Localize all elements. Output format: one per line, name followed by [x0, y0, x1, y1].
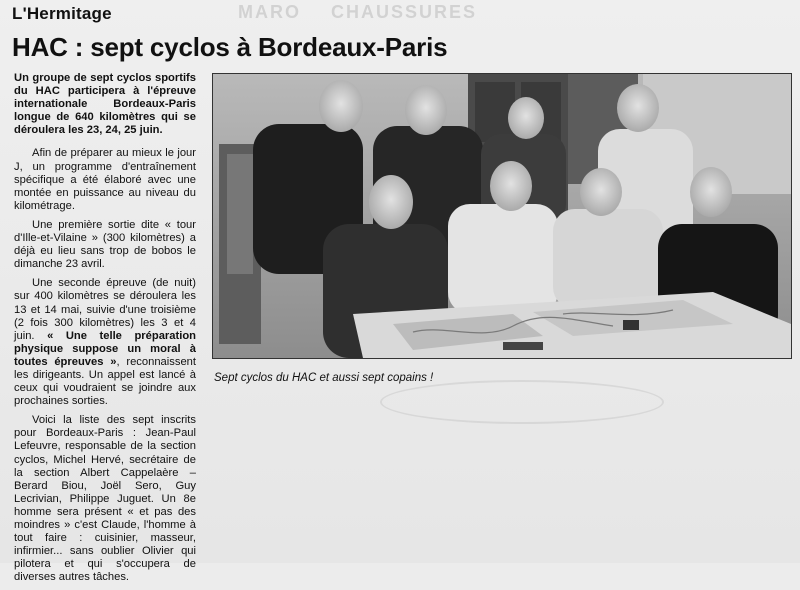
photo-illustration: [213, 74, 791, 358]
quote-tail: , reconnaissent les dirigeants. Un appel est lancé à ceux qui voudraient se joindre aux prochaines sorties.: [14, 355, 197, 408]
photo-caption: Sept cyclos du HAC et aussi sept copains !: [214, 372, 434, 384]
pull-quote: « Une telle préparation physique suppose un moral à toutes épreuves »: [14, 329, 196, 368]
paragraph-1: Afin de préparer au mieux le jour J, un programme d'entraînement spécifique a été élaboré avec une montée en puissance au niveau du kilométrage.: [14, 147, 196, 212]
section-label: L'Hermitage: [12, 4, 112, 23]
article-column: [14, 72, 196, 590]
show-through-text: MARO CHAUSSURES: [238, 2, 478, 22]
paragraph-2: Une première sortie dite « tour d'Ille-et-Vilaine » (300 kilomètres) a déjà eu lieu sans trop de bobos le dimanche 23 avril.: [14, 218, 196, 271]
lead-paragraph: Un groupe de sept cyclos sportifs du HAC participera à l'épreuve internationale Bordeaux-Paris longue de 640 kilomètres qui se déroulera les 23, 24, 25 juin.: [14, 72, 196, 137]
paragraph-4: Voici la liste des sept inscrits pour Bordeaux-Paris : Jean-Paul Lefeuvre, responsable de la section cyclos, Michel Hervé, secrétaire de la section Albert Cappelaère – Berard Biou, Joël Sero, Guy Lecrivian, Philippe Juguet. Un 8e homme sera présent « et pas des moindres » c'est Claude, l'homme à tout faire : cuisinier, masseur, infirmier... sans oublier Olivier qui pilotera et qui s'occupera de diverses autres tâches.: [14, 414, 196, 584]
headline: HAC : sept cyclos à Bordeaux-Paris: [12, 32, 448, 62]
group-photo: [212, 73, 792, 359]
show-through-circle: [380, 380, 664, 424]
paragraph-3: Une seconde épreuve (de nuit) sur 400 kilomètres se déroulera les 13 et 14 mai, suivie d'une troisième (2 fois 300 kilomètres) les 3 et 4 juin. « Une telle préparation physique suppose un moral à toutes épreuves », reconnaissent les dirigeants. Un appel est lancé à ceux qui voudraient se joindre aux prochaines sorties.: [14, 277, 197, 408]
